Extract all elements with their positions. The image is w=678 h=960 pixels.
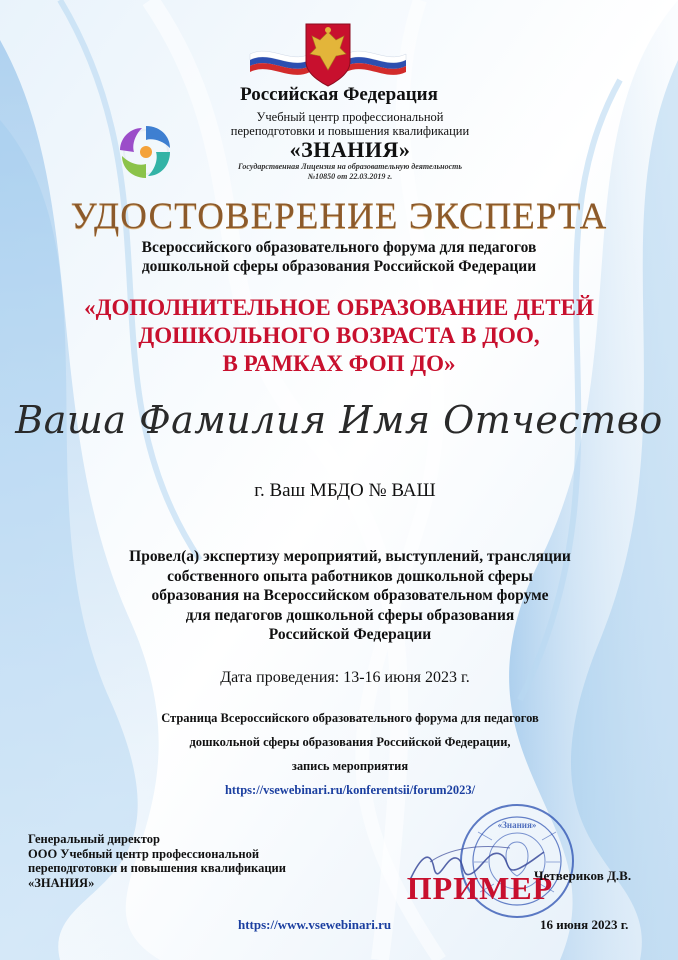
certificate-title: УДОСТОВЕРЕНИЕ ЭКСПЕРТА <box>70 196 608 237</box>
event-title <box>0 294 678 378</box>
sample-watermark: ПРИМЕР <box>406 870 554 906</box>
forum-page-info <box>70 706 630 802</box>
recipient-place: г. Ваш МБДО № ВАШ <box>254 480 436 501</box>
event-date: Дата проведения: 13-16 июня 2023 г. <box>220 669 470 686</box>
subtitle-line-1: Всероссийского образовательного форума для педагогов <box>141 239 537 256</box>
footer-website-link[interactable]: https://www.vsewebinari.ru <box>238 917 392 932</box>
body-line-2: собственного опыта работников дошкольной сферы <box>167 567 533 585</box>
stamp-text: «Знания» <box>497 820 537 830</box>
org-line-1: Учебный центр профессиональной <box>256 110 444 124</box>
page-info-line-1: Страница Всероссийского образовательного форума для педагогов <box>161 711 539 725</box>
certificate-subtitle <box>0 238 678 276</box>
body-line-1: Провел(а) экспертизу мероприятий, выступлений, трансляции <box>129 548 571 565</box>
event-line-3: В РАМКАХ ФОП ДО» <box>222 351 456 376</box>
organization-block <box>170 110 530 181</box>
license-line-1: Государственная Лицензия на образовательную деятельность <box>237 162 463 171</box>
footer-date: 16 июня 2023 г. <box>540 917 629 932</box>
org-name: «ЗНАНИЯ» <box>289 137 411 162</box>
eagle-shield <box>306 24 350 86</box>
event-line-2: ДОШКОЛЬНОГО ВОЗРАСТА В ДОО, <box>138 323 540 348</box>
director-line-1: Генеральный директор <box>28 832 160 846</box>
director-line-4: «ЗНАНИЯ» <box>28 875 95 890</box>
director-line-2: ООО Учебный центр профессиональной <box>28 846 260 861</box>
forum-recording-link[interactable]: https://vsewebinari.ru/konferentsii/forum2023/ <box>224 783 476 797</box>
org-line-2: переподготовки и повышения квалификации <box>230 124 470 138</box>
signer-name: Четвериков Д.В. <box>534 868 632 883</box>
director-title-block <box>28 832 388 890</box>
page-info-line-2: дошкольной сферы образования Российской Федерации, <box>189 735 511 749</box>
left-flag-ribbon <box>250 51 310 75</box>
right-flag-ribbon <box>346 51 406 75</box>
body-line-5: Российской Федерации <box>268 626 432 643</box>
body-line-4: для педагогов дошкольной сферы образования <box>185 606 515 624</box>
event-line-1: «ДОПОЛНИТЕЛЬНОЕ ОБРАЗОВАНИЕ ДЕТЕЙ <box>84 295 594 320</box>
expertise-description <box>70 547 630 645</box>
body-line-3: образования на Всероссийском образовательном форуме <box>151 587 549 604</box>
page-info-line-3: запись мероприятия <box>291 759 409 773</box>
recipient-name: Ваша Фамилия Имя Отчество <box>15 398 663 442</box>
coat-of-arms-emblem <box>240 14 416 94</box>
director-line-3: переподготовки и повышения квалификации <box>28 861 286 875</box>
license-line-2: №10850 от 22.03.2019 г. <box>307 171 393 181</box>
subtitle-line-2: дошкольной сферы образования Российской Федерации <box>141 258 537 275</box>
country-heading: Российская Федерация <box>240 84 438 105</box>
